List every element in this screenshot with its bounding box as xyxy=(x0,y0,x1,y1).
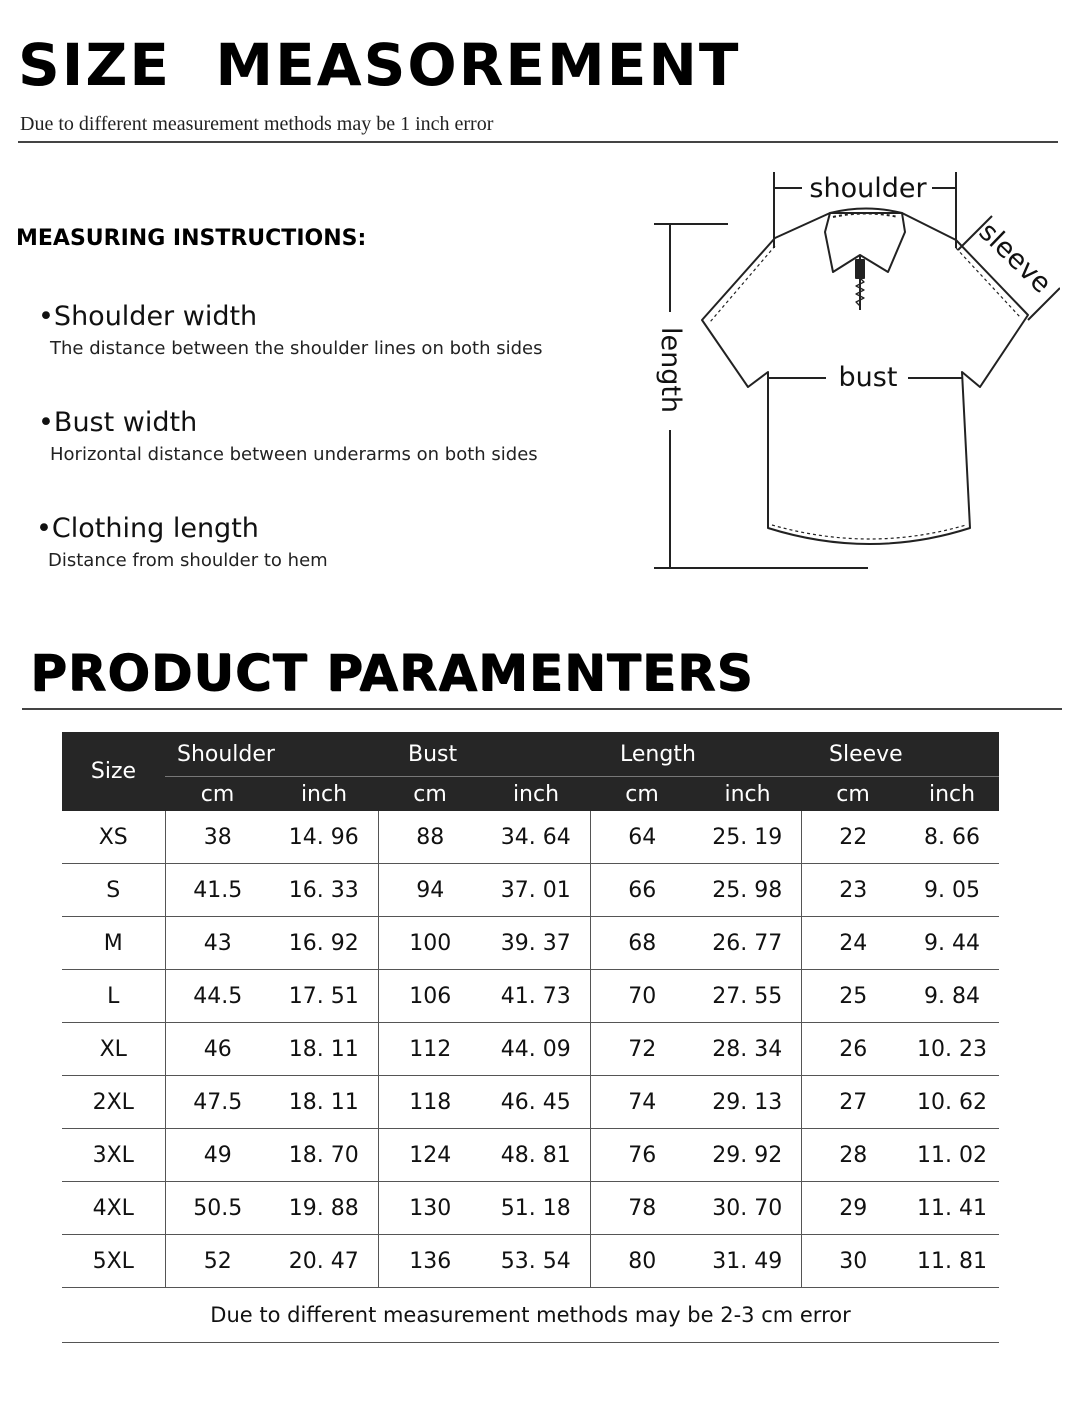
size-cell: 4XL xyxy=(62,1182,165,1235)
length-label: length xyxy=(655,326,686,414)
value-cell: 10. 62 xyxy=(905,1076,999,1129)
instruction-desc-length: Distance from shoulder to hem xyxy=(48,550,328,571)
value-cell: 124 xyxy=(378,1129,482,1182)
section-title-product-parameters: PRODUCT PARAMENTERS xyxy=(30,644,754,702)
sleeve-label: sleeve xyxy=(972,216,1058,300)
value-cell: 30 xyxy=(801,1235,905,1288)
table-row xyxy=(62,1076,999,1129)
unit-header: inch xyxy=(482,777,590,812)
value-cell: 27. 55 xyxy=(694,970,801,1023)
value-cell: 9. 84 xyxy=(905,970,999,1023)
value-cell: 19. 88 xyxy=(270,1182,378,1235)
value-cell: 52 xyxy=(165,1235,270,1288)
value-cell: 46. 45 xyxy=(482,1076,590,1129)
size-cell: S xyxy=(62,864,165,917)
value-cell: 16. 92 xyxy=(270,917,378,970)
value-cell: 44.5 xyxy=(165,970,270,1023)
group-header-sleeve: Sleeve xyxy=(801,732,999,777)
value-cell: 20. 47 xyxy=(270,1235,378,1288)
value-cell: 9. 05 xyxy=(905,864,999,917)
value-cell: 29. 92 xyxy=(694,1129,801,1182)
value-cell: 38 xyxy=(165,811,270,864)
page-title: SIZE MEASOREMENT xyxy=(18,31,741,99)
table-row xyxy=(62,970,999,1023)
value-cell: 18. 11 xyxy=(270,1023,378,1076)
instruction-desc-shoulder: The distance between the shoulder lines on both sides xyxy=(50,338,543,359)
header-divider xyxy=(18,141,1058,143)
page-subtitle: Due to different measurement methods may be 1 inch error xyxy=(20,113,494,135)
table-row xyxy=(62,1235,999,1288)
value-cell: 47.5 xyxy=(165,1076,270,1129)
value-cell: 74 xyxy=(590,1076,694,1129)
value-cell: 26 xyxy=(801,1023,905,1076)
unit-header: inch xyxy=(270,777,378,812)
table-row xyxy=(62,1023,999,1076)
shirt-measurement-diagram xyxy=(640,160,1060,580)
size-cell: M xyxy=(62,917,165,970)
value-cell: 17. 51 xyxy=(270,970,378,1023)
value-cell: 8. 66 xyxy=(905,811,999,864)
bust-label: bust xyxy=(838,362,898,393)
size-header: Size xyxy=(62,732,165,811)
size-chart-table xyxy=(62,732,999,1343)
value-cell: 29. 13 xyxy=(694,1076,801,1129)
value-cell: 80 xyxy=(590,1235,694,1288)
value-cell: 130 xyxy=(378,1182,482,1235)
unit-header: cm xyxy=(801,777,905,812)
value-cell: 23 xyxy=(801,864,905,917)
value-cell: 25 xyxy=(801,970,905,1023)
unit-header: cm xyxy=(590,777,694,812)
size-cell: L xyxy=(62,970,165,1023)
value-cell: 112 xyxy=(378,1023,482,1076)
value-cell: 78 xyxy=(590,1182,694,1235)
value-cell: 66 xyxy=(590,864,694,917)
unit-header: cm xyxy=(378,777,482,812)
instructions-heading: MEASURING INSTRUCTIONS: xyxy=(16,226,367,251)
unit-header: cm xyxy=(165,777,270,812)
value-cell: 22 xyxy=(801,811,905,864)
value-cell: 94 xyxy=(378,864,482,917)
table-row xyxy=(62,1129,999,1182)
value-cell: 25. 98 xyxy=(694,864,801,917)
instruction-title-bust: •Bust width xyxy=(38,407,198,438)
value-cell: 18. 70 xyxy=(270,1129,378,1182)
value-cell: 64 xyxy=(590,811,694,864)
instruction-desc-bust: Horizontal distance between underarms on both sides xyxy=(50,444,538,465)
value-cell: 88 xyxy=(378,811,482,864)
value-cell: 9. 44 xyxy=(905,917,999,970)
unit-header: inch xyxy=(905,777,999,812)
value-cell: 28. 34 xyxy=(694,1023,801,1076)
value-cell: 53. 54 xyxy=(482,1235,590,1288)
value-cell: 43 xyxy=(165,917,270,970)
value-cell: 70 xyxy=(590,970,694,1023)
value-cell: 34. 64 xyxy=(482,811,590,864)
instruction-title-shoulder: •Shoulder width xyxy=(38,301,258,332)
value-cell: 39. 37 xyxy=(482,917,590,970)
value-cell: 11. 41 xyxy=(905,1182,999,1235)
size-cell: 2XL xyxy=(62,1076,165,1129)
value-cell: 118 xyxy=(378,1076,482,1129)
value-cell: 37. 01 xyxy=(482,864,590,917)
value-cell: 30. 70 xyxy=(694,1182,801,1235)
group-header-shoulder: Shoulder xyxy=(165,732,378,777)
value-cell: 41.5 xyxy=(165,864,270,917)
table-row xyxy=(62,864,999,917)
table-row xyxy=(62,1182,999,1235)
table-body xyxy=(62,811,999,1288)
value-cell: 48. 81 xyxy=(482,1129,590,1182)
table-header-groups xyxy=(62,732,999,777)
value-cell: 25. 19 xyxy=(694,811,801,864)
instruction-title-length: •Clothing length xyxy=(36,513,259,544)
value-cell: 72 xyxy=(590,1023,694,1076)
group-header-length: Length xyxy=(590,732,801,777)
table-row xyxy=(62,811,999,864)
value-cell: 41. 73 xyxy=(482,970,590,1023)
size-cell: 3XL xyxy=(62,1129,165,1182)
value-cell: 76 xyxy=(590,1129,694,1182)
size-cell: 5XL xyxy=(62,1235,165,1288)
table-header-units xyxy=(62,777,999,812)
value-cell: 24 xyxy=(801,917,905,970)
value-cell: 18. 11 xyxy=(270,1076,378,1129)
value-cell: 100 xyxy=(378,917,482,970)
value-cell: 46 xyxy=(165,1023,270,1076)
value-cell: 44. 09 xyxy=(482,1023,590,1076)
table-note: Due to different measurement methods may be 2-3 cm error xyxy=(62,1288,999,1343)
value-cell: 51. 18 xyxy=(482,1182,590,1235)
group-header-bust: Bust xyxy=(378,732,590,777)
value-cell: 26. 77 xyxy=(694,917,801,970)
shoulder-label: shoulder xyxy=(809,173,927,204)
value-cell: 106 xyxy=(378,970,482,1023)
params-divider xyxy=(22,708,1062,710)
table-row xyxy=(62,917,999,970)
size-cell: XS xyxy=(62,811,165,864)
value-cell: 10. 23 xyxy=(905,1023,999,1076)
value-cell: 29 xyxy=(801,1182,905,1235)
value-cell: 11. 02 xyxy=(905,1129,999,1182)
value-cell: 27 xyxy=(801,1076,905,1129)
value-cell: 68 xyxy=(590,917,694,970)
value-cell: 11. 81 xyxy=(905,1235,999,1288)
unit-header: inch xyxy=(694,777,801,812)
value-cell: 14. 96 xyxy=(270,811,378,864)
size-cell: XL xyxy=(62,1023,165,1076)
table-note-row xyxy=(62,1288,999,1343)
value-cell: 16. 33 xyxy=(270,864,378,917)
value-cell: 49 xyxy=(165,1129,270,1182)
value-cell: 31. 49 xyxy=(694,1235,801,1288)
value-cell: 28 xyxy=(801,1129,905,1182)
value-cell: 50.5 xyxy=(165,1182,270,1235)
value-cell: 136 xyxy=(378,1235,482,1288)
